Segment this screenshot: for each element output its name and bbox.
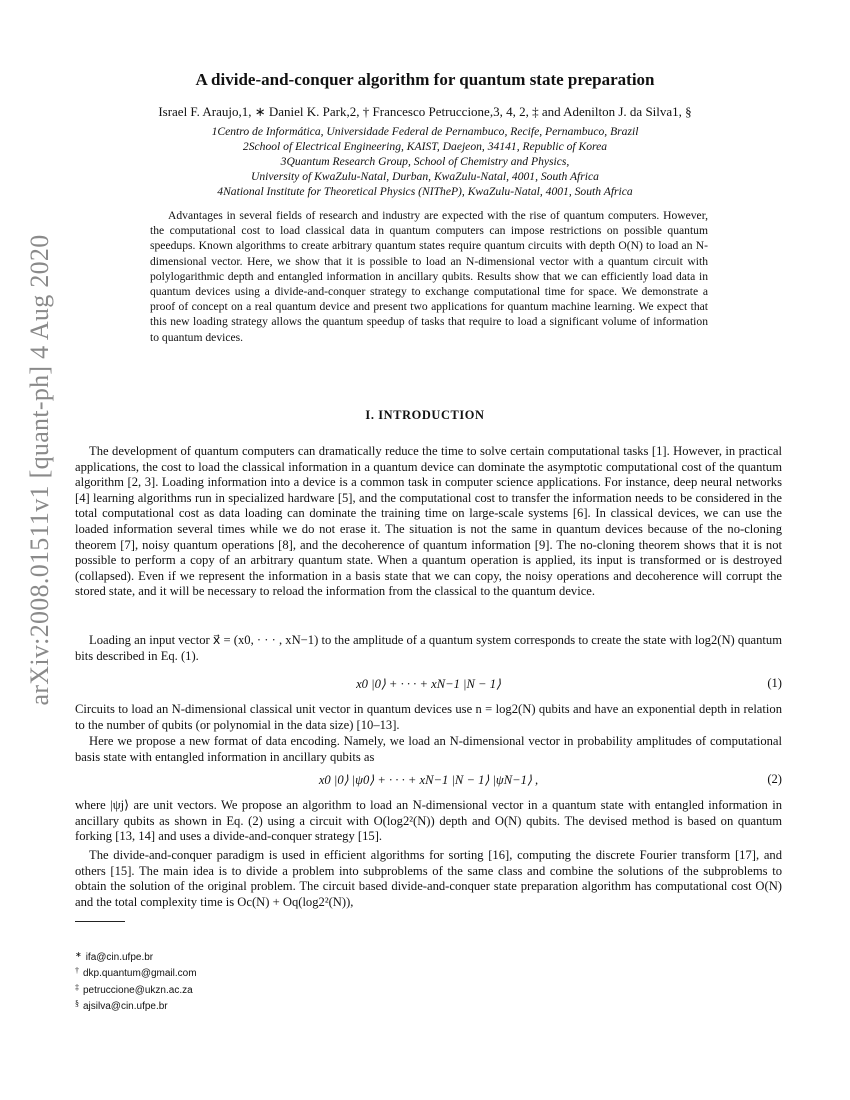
- footnote-item: [75, 964, 475, 980]
- intro-paragraph-5: where |ψj⟩ are unit vectors. We propose an algorithm to load an N-dimensional vector in a quantum state with entangled information in ancillary qubits as shown in Eq. (2) using a circuit with O(log2²(N)) depth and O(N) qubits. The devised method is based on quantum forking [13, 14] and uses a divide-and-conquer strategy [15].: [75, 798, 782, 844]
- footnote-divider: [75, 921, 125, 922]
- footnote-item: [75, 948, 475, 964]
- intro-paragraph-2: Loading an input vector x⃗ = (x0, · · · , xN−1) to the amplitude of a quantum system corresponds to create the state with log2(N) quantum bits described in Eq. (1).: [75, 633, 782, 663]
- abstract: Advantages in several fields of research and industry are expected with the rise of quantum computers. However, the computational cost to load classical data in quantum computers can impose restrictions on possible quantum speedups. Known algorithms to create arbitrary quantum states require quantum circuits with depth O(N) to load an N-dimensional vector. Here, we show that it is possible to load an N-dimensional vector with a quantum circuit with polylogarithmic depth and entangled information in ancillary qubits. Results show that we can efficiently load data in quantum devices using a divide-and-conquer strategy to exchange computational time for space. We demonstrate a proof of concept on a real quantum device and present two applications for quantum machine learning. We expect that this new loading strategy allows the quantum speedup of tasks that require to load a significant volume of information to quantum devices.: [150, 209, 708, 344]
- footnote-email: petruccione@ukzn.ac.za: [83, 984, 193, 996]
- intro-paragraph-4: Here we propose a new format of data encoding. Namely, we load an N-dimensional vector in probability amplitudes of computational basis state with entangled information in ancillary qubits as: [75, 734, 782, 764]
- footnotes: [75, 948, 475, 1014]
- intro-paragraph-3: Circuits to load an N-dimensional classical unit vector in quantum devices use n = log2(N) qubits and have an exponential depth in relation to the number of qubits (or polynomial in the data size) [10–13].: [75, 702, 782, 732]
- footnote-email: ajsilva@cin.ufpe.br: [83, 1001, 168, 1013]
- footnote-mark: †: [75, 966, 79, 976]
- footnote-email: ifa@cin.ufpe.br: [85, 952, 154, 963]
- footnote-item: [75, 981, 475, 997]
- equation-2: [75, 772, 782, 790]
- footnote-item: [75, 997, 475, 1013]
- affiliation-1: 1Centro de Informática, Universidade Federal de Pernambuco, Recife, Pernambuco, Brazil: [211, 125, 639, 138]
- equation-1-body: x0 |0⟩ + · · · + xN−1 |N − 1⟩: [356, 677, 501, 691]
- affiliation-3: 3Quantum Research Group, School of Chemistry and Physics,: [280, 155, 570, 168]
- intro-paragraph-1: The development of quantum computers can dramatically reduce the time to solve certain computational tasks [1]. However, in practical applications, the cost to load the classical information in a quantum device can dominate the asymptotic computational cost of the quantum algorithm [2, 3]. Loading information into a device is a common task in computer science applications. For instance, deep neural networks [4] learning algorithms run in specialized hardware [5], and the computational cost to transfer the information needs to be considered in the total computational cost as data loading can dominate the training time on large-scale systems [6]. In classical devices, we can use the loaded information several times while we do not erase it. The situation is not the same in quantum devices because of the no-cloning theorem [7], noisy quantum operations [8], and the decoherence of quantum information [9]. The no-cloning theorem shows that it is not possible to perform a copy of an arbitrary quantum state. When a quantum operation is applied, its input is transformed or is destroyed (collapsed). Even if we represent the information in a basis state that we can copy, the noisy operations and decoherence will corrupt the stored state, and it will be necessary to reload the information from the classical to the quantum device.: [75, 444, 782, 599]
- arxiv-identifier: arXiv:2008.01511v1 [quant-ph] 4 Aug 2020: [25, 234, 54, 706]
- section-heading-introduction: I. INTRODUCTION: [365, 408, 485, 422]
- paper-title: A divide-and-conquer algorithm for quantum state preparation: [195, 70, 655, 89]
- footnote-mark: §: [75, 999, 79, 1009]
- equation-1-number: (1): [767, 676, 782, 690]
- author-list: Israel F. Araujo,1, ∗ Daniel K. Park,2, † Francesco Petruccione,3, 4, 2, ‡ and Adenilton J. da Silva1, §: [158, 104, 692, 119]
- equation-2-number: (2): [767, 772, 782, 786]
- footnote-mark: ∗: [75, 950, 82, 959]
- equation-2-body: x0 |0⟩ |ψ0⟩ + · · · + xN−1 |N − 1⟩ |ψN−1⟩ ,: [318, 773, 539, 787]
- affiliation-3-cont: University of KwaZulu-Natal, Durban, KwaZulu-Natal, 4001, South Africa: [251, 170, 599, 183]
- affiliation-4: 4National Institute for Theoretical Physics (NITheP), KwaZulu-Natal, 4001, South Africa: [217, 185, 633, 198]
- affiliation-2: 2School of Electrical Engineering, KAIST, Daejeon, 34141, Republic of Korea: [242, 140, 608, 153]
- footnote-mark: ‡: [75, 982, 79, 992]
- intro-paragraph-6: The divide-and-conquer paradigm is used in efficient algorithms for sorting [16], computing the discrete Fourier transform [17], and others [15]. The main idea is to divide a problem into subproblems of the same class and combine the solutions of the subproblems to obtain the solution of the original problem. The circuit based divide-and-conquer state preparation algorithm has computational cost O(N) and the total complexity time is Oc(N) + Oq(log2²(N)),: [75, 848, 782, 909]
- footnote-email: dkp.quantum@gmail.com: [83, 968, 197, 980]
- equation-1: [75, 676, 782, 694]
